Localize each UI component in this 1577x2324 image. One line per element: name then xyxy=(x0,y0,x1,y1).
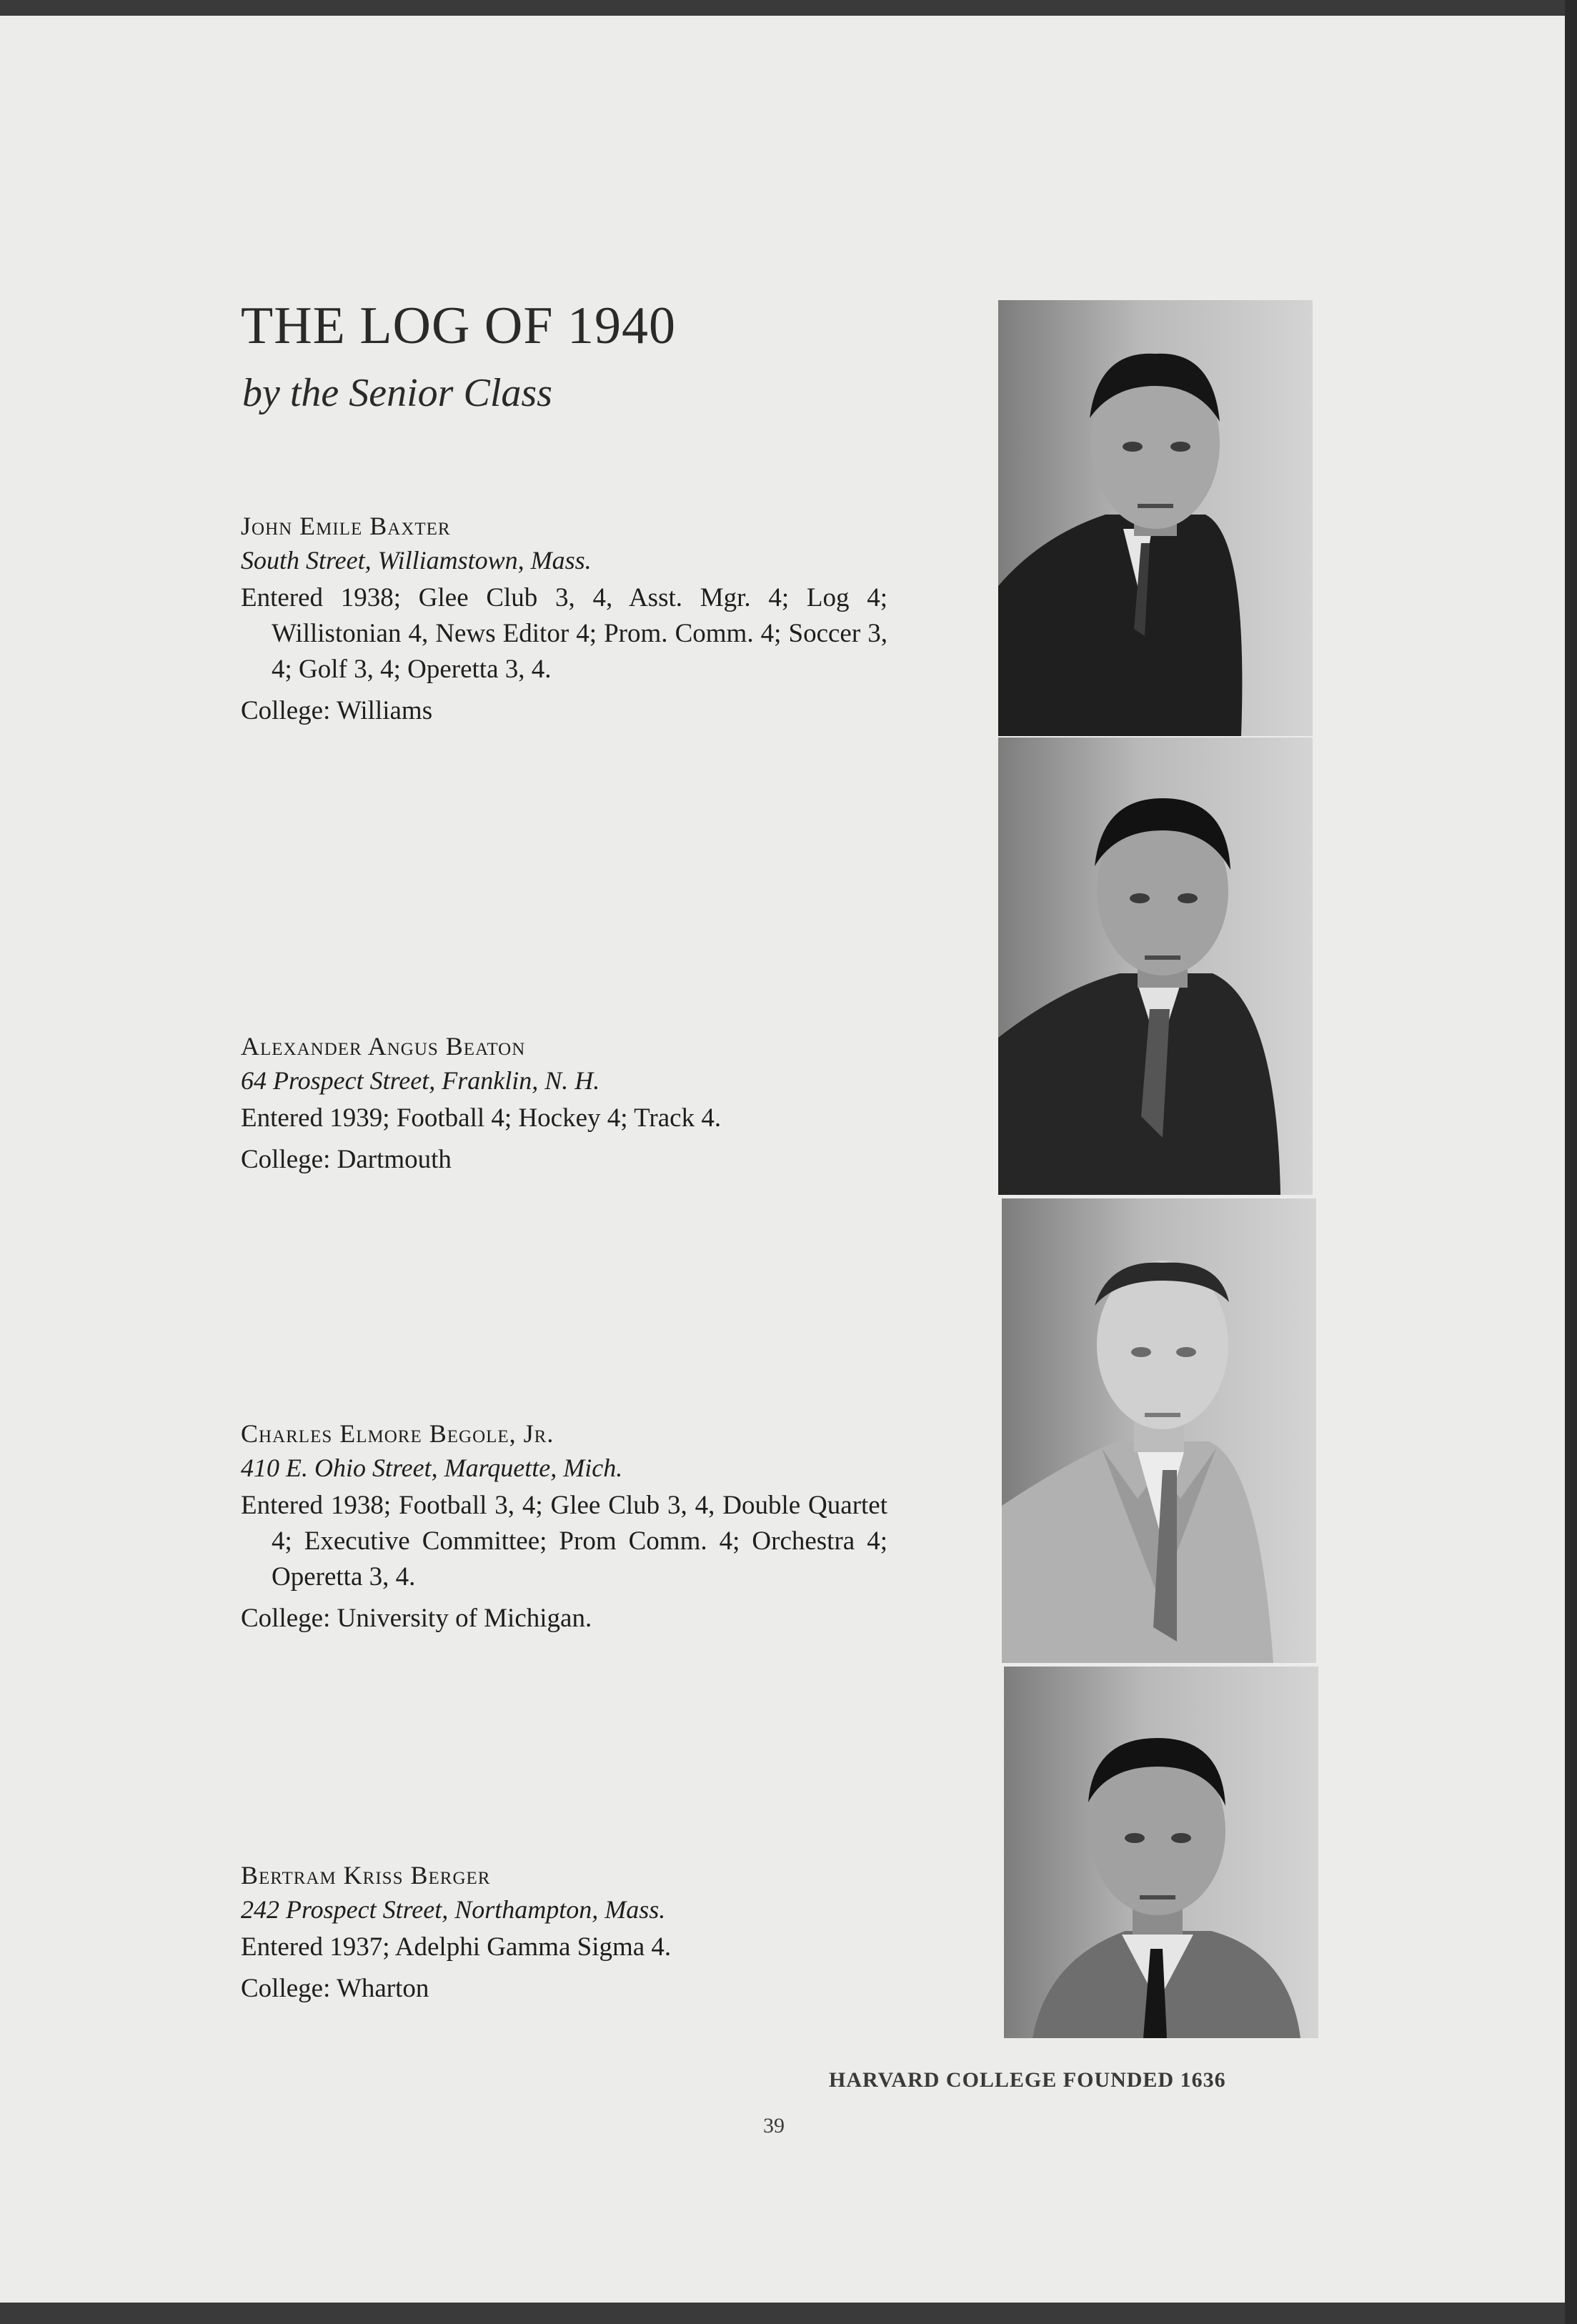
student-college: College: Dartmouth xyxy=(241,1145,452,1174)
student-address: South Street, Williamstown, Mass. xyxy=(241,546,592,575)
student-portrait-photo xyxy=(1004,1667,1318,2038)
page-number: 39 xyxy=(763,2114,785,2137)
student-portrait-photo xyxy=(998,300,1313,736)
page-edge xyxy=(1565,0,1577,2324)
senior-entry xyxy=(241,1029,887,1178)
student-name: John Emile Baxter xyxy=(241,512,451,540)
student-college: College: University of Michigan. xyxy=(241,1604,592,1633)
student-college: College: Williams xyxy=(241,696,433,725)
student-activities: Entered 1938; Glee Club 3, 4, Asst. Mgr. 4; Log 4; Willistonian 4, News Editor 4; Prom. Comm. 4; Soccer 3, 4; Golf 3, 4; Operetta 3, 4. xyxy=(241,583,887,684)
student-activities: Entered 1937; Adelphi Gamma Sigma 4. xyxy=(241,1932,672,1962)
student-address: 64 Prospect Street, Franklin, N. H. xyxy=(241,1066,600,1095)
yearbook-page xyxy=(0,16,1565,2303)
senior-entry xyxy=(241,1416,887,1637)
student-name: Bertram Kriss Berger xyxy=(241,1861,491,1890)
senior-entry xyxy=(241,509,887,729)
advertisement-line: HARVARD COLLEGE FOUNDED 1636 xyxy=(829,2068,1226,2092)
student-name: Charles Elmore Begole, Jr. xyxy=(241,1419,554,1448)
page-subtitle: by the Senior Class xyxy=(242,371,552,415)
student-activities: Entered 1939; Football 4; Hockey 4; Track 4. xyxy=(241,1103,722,1133)
student-address: 242 Prospect Street, Northampton, Mass. xyxy=(241,1895,666,1924)
page-title: THE LOG OF 1940 xyxy=(241,297,677,355)
student-address: 410 E. Ohio Street, Marquette, Mich. xyxy=(241,1454,623,1482)
student-portrait-photo xyxy=(1002,1198,1316,1663)
student-activities: Entered 1938; Football 3, 4; Glee Club 3, 4, Double Quartet 4; Executive Committee; Prom Comm. 4; Orchestra 4; Operetta 3, 4. xyxy=(241,1491,887,1591)
student-portrait-photo xyxy=(998,738,1313,1195)
senior-entry xyxy=(241,1858,887,2007)
student-college: College: Wharton xyxy=(241,1974,429,2003)
student-name: Alexander Angus Beaton xyxy=(241,1032,526,1061)
